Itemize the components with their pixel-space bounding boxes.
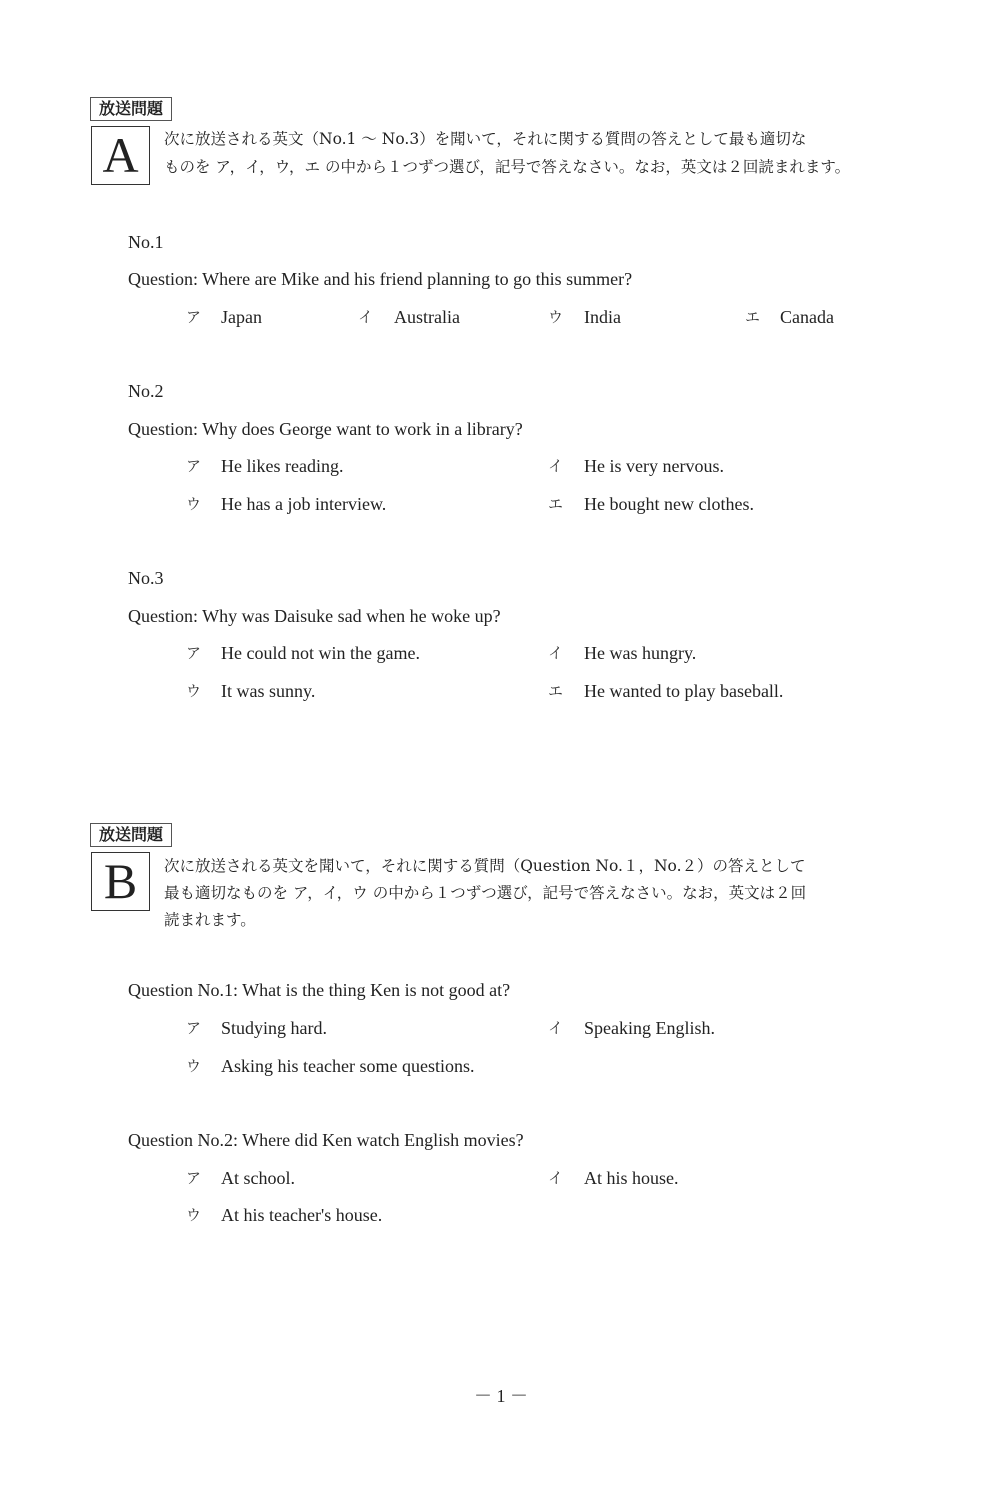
question-text: Question: Why does George want to work in a library? — [128, 419, 523, 439]
question-text: Question: Why was Daisuke sad when he woke up? — [128, 606, 501, 626]
choice-text: Asking his teacher some questions. — [221, 1056, 475, 1076]
choice-mark: エ — [745, 308, 761, 326]
choice-mark: ア — [186, 308, 202, 326]
question-text: Question No.2: Where did Ken watch English movies? — [128, 1130, 524, 1150]
choice-mark: ア — [186, 1019, 202, 1037]
choice-text: At school. — [221, 1168, 295, 1188]
choice-text: He could not win the game. — [221, 643, 420, 663]
question-number: No.1 — [128, 232, 164, 252]
question-text: Question: Where are Mike and his friend planning to go this summer? — [128, 269, 633, 289]
choice-mark: イ — [358, 308, 374, 326]
choice-mark: ウ — [186, 495, 202, 513]
choice-text: He was hungry. — [584, 643, 697, 663]
choice-text: He is very nervous. — [584, 456, 724, 476]
choice-text: Canada — [780, 307, 834, 327]
question-text: Question No.1: What is the thing Ken is not good at? — [128, 980, 511, 1000]
section-b-tag: 放送問題 — [90, 823, 172, 847]
choice-mark: イ — [548, 1169, 564, 1187]
section-a-instruction-line2: ものを ア，イ，ウ，エ の中から１つずつ選び，記号で答えなさい。なお，英文は２回読まれます。 — [164, 158, 851, 176]
choice-text: It was sunny. — [221, 681, 316, 701]
section-b-instruction-line2: 最も適切なものを ア，イ，ウ の中から１つずつ選び，記号で答えなさい。なお，英文は２回 — [164, 884, 807, 902]
choice-text: Japan — [221, 307, 262, 327]
choice-text: At his teacher's house. — [221, 1205, 383, 1225]
section-b-letter: B — [91, 852, 150, 911]
page-number: － 1 － — [474, 1386, 528, 1406]
section-a-letter: A — [91, 126, 150, 185]
choice-mark: ウ — [548, 308, 564, 326]
section-b-instruction-line1: 次に放送される英文を聞いて，それに関する質問（Question No.１，No.２）の答えとして — [164, 857, 806, 875]
choice-mark: イ — [548, 457, 564, 475]
question-number: No.2 — [128, 381, 164, 401]
choice-mark: ウ — [186, 1206, 202, 1224]
choice-mark: イ — [548, 644, 564, 662]
choice-mark: エ — [548, 682, 564, 700]
section-b-instruction-line3: 読まれます。 — [164, 911, 256, 929]
choice-text: He wanted to play baseball. — [584, 681, 784, 701]
question-number: No.3 — [128, 568, 164, 588]
choice-text: He has a job interview. — [221, 494, 387, 514]
section-a-tag: 放送問題 — [90, 97, 172, 121]
choice-text: He bought new clothes. — [584, 494, 754, 514]
choice-mark: ウ — [186, 682, 202, 700]
choice-text: At his house. — [584, 1168, 679, 1188]
choice-text: Studying hard. — [221, 1018, 327, 1038]
choice-text: Australia — [394, 307, 460, 327]
choice-text: India — [584, 307, 621, 327]
section-a-instruction-line1: 次に放送される英文（No.1 ～ No.3）を聞いて，それに関する質問の答えとして最も適切な — [164, 130, 807, 148]
choice-mark: イ — [548, 1019, 564, 1037]
choice-mark: ウ — [186, 1057, 202, 1075]
choice-text: Speaking English. — [584, 1018, 715, 1038]
choice-mark: エ — [548, 495, 564, 513]
choice-mark: ア — [186, 1169, 202, 1187]
choice-text: He likes reading. — [221, 456, 344, 476]
choice-mark: ア — [186, 457, 202, 475]
choice-mark: ア — [186, 644, 202, 662]
